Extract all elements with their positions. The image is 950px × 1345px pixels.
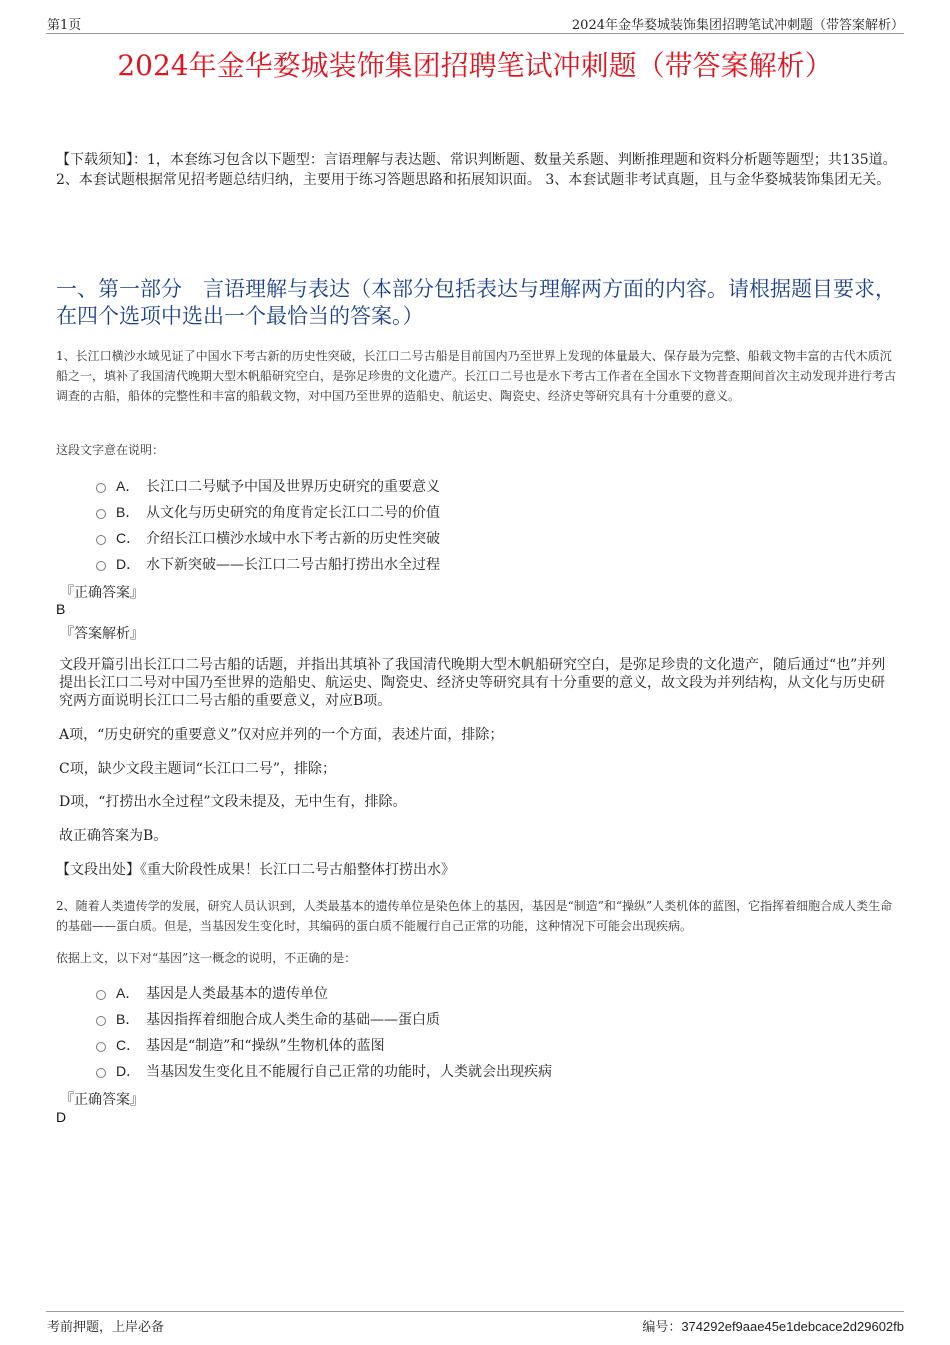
question-1-answer-label: 『正确答案』 [60,585,144,601]
download-notice: 【下载须知】：1，本套练习包含以下题型：言语理解与表达题、常识判断题、数量关系题、判断推理题和资料分析题等题型；共135道。 2、本套试题根据常见招考题总结归纳，主要用于练习答题思路和拓展知识面。 3、本套试题非考试真题，且与金华婺城装饰集团无关。 [56,152,897,188]
question-1-analysis-label: 『答案解析』 [60,626,144,642]
radio-icon[interactable] [96,1016,106,1026]
header-doc-title: 2024年金华婺城装饰集团招聘笔试冲刺题（带答案解析） [571,18,904,33]
option-text: 基因是“制造”和“操纵”生物机体的蓝图 [146,1038,385,1054]
page-number: 第1页 [47,18,82,33]
question-1-option-a[interactable] [96,476,440,496]
question-1-note-a: A项，“历史研究的重要意义”仅对应并列的一个方面，表述片面，排除； [59,727,504,743]
question-1-source: 【文段出处】《重大阶段性成果！长江口二号古船整体打捞出水》 [56,862,455,878]
radio-icon[interactable] [96,483,106,493]
question-1-conclusion: 故正确答案为B。 [59,828,168,844]
question-1-answer: B [56,601,66,617]
question-2-answer-label: 『正确答案』 [60,1092,144,1108]
section-heading: 一、第一部分 言语理解与表达（本部分包括表达与理解两方面的内容。请根据题目要求，在四个选项中选出一个最恰当的答案。） [56,277,896,328]
footer-code [642,1316,904,1335]
footer-slogan: 考前押题，上岸必备 [47,1320,165,1335]
radio-icon[interactable] [96,509,106,519]
footer-code-value: 374292ef9aae45e1debcace2d29602fb [681,1319,904,1334]
option-letter: D． [116,1063,141,1079]
question-1-prompt: 这段文字意在说明： [56,443,165,457]
radio-icon[interactable] [96,1068,106,1078]
question-2-option-a[interactable] [96,983,328,1003]
question-1-note-c: C项，缺少文段主题词“长江口二号”，排除； [59,761,337,777]
option-text: 介绍长江口横沙水域中水下考古新的历史性突破 [146,531,440,547]
option-text: 长江口二号赋予中国及世界历史研究的重要意义 [146,479,440,495]
option-text: 水下新突破——长江口二号古船打捞出水全过程 [146,557,440,573]
header-divider [46,33,904,34]
question-1-option-d[interactable] [96,554,440,574]
question-2-answer: D [56,1109,67,1125]
question-1-analysis: 文段开篇引出长江口二号古船的话题，并指出其填补了我国清代晚期大型木帆船研究空白，是弥足珍贵的文化遗产，随后通过“也”并列提出长江口二号对中国乃至世界的造船史、航运史、陶瓷史、经济史等研究具有十分重要的意义，故文段为并列结构，从文化与历史研究两方面说明长江口二号古船的重要意义，对应B项。 [59,657,886,709]
question-2-stem: 2、随着人类遗传学的发展，研究人员认识到，人类最基本的遗传单位是染色体上的基因，基因是“制造”和“操纵”人类机体的蓝图，它指挥着细胞合成人类生命的基础——蛋白质。但是，当基因发生变化时，其编码的蛋白质不能履行自己正常的功能，这种情况下可能会出现疾病。 [56,899,893,933]
question-1-option-c[interactable] [96,528,440,548]
option-letter: B． [116,1011,140,1027]
question-1-stem: 1、长江口横沙水域见证了中国水下考古新的历史性突破，长江口二号古船是目前国内乃至世界上发现的体量最大、保存最为完整、船载文物丰富的古代木质沉船之一，填补了我国清代晚期大型木帆船研究空白，是弥足珍贵的文化遗产。长江口二号也是水下考古工作者在全国水下文物普查期间首次主动发现并进行考古调查的古船，船体的完整性和丰富的船载文物，对中国乃至世界的造船史、航运史、陶瓷史、经济史等研究具有十分重要的意义。 [56,349,897,403]
option-letter: A． [116,985,140,1001]
option-text: 当基因发生变化且不能履行自己正常的功能时，人类就会出现疾病 [146,1064,552,1080]
question-2-prompt: 依据上文，以下对“基因”这一概念的说明，不正确的是： [56,951,357,965]
option-letter: C． [116,530,141,546]
option-text: 基因是人类最基本的遗传单位 [146,986,328,1002]
option-letter: C． [116,1037,141,1053]
radio-icon[interactable] [96,561,106,571]
radio-icon[interactable] [96,535,106,545]
option-text: 从文化与历史研究的角度肯定长江口二号的价值 [146,505,440,521]
option-text: 基因指挥着细胞合成人类生命的基础——蛋白质 [146,1012,440,1028]
question-2-option-b[interactable] [96,1009,440,1029]
option-letter: D． [116,556,141,572]
option-letter: A． [116,478,140,494]
question-2-option-d[interactable] [96,1061,552,1081]
question-2-option-c[interactable] [96,1035,385,1055]
page-title: 2024年金华婺城装饰集团招聘笔试冲刺题（带答案解析） [117,49,833,82]
radio-icon[interactable] [96,1042,106,1052]
footer-divider [46,1311,904,1312]
footer-code-label: 编号： [642,1320,682,1335]
option-letter: B． [116,504,140,520]
radio-icon[interactable] [96,990,106,1000]
question-1-option-b[interactable] [96,502,440,522]
question-1-note-d: D项，“打捞出水全过程”文段未提及，无中生有，排除。 [59,794,407,810]
